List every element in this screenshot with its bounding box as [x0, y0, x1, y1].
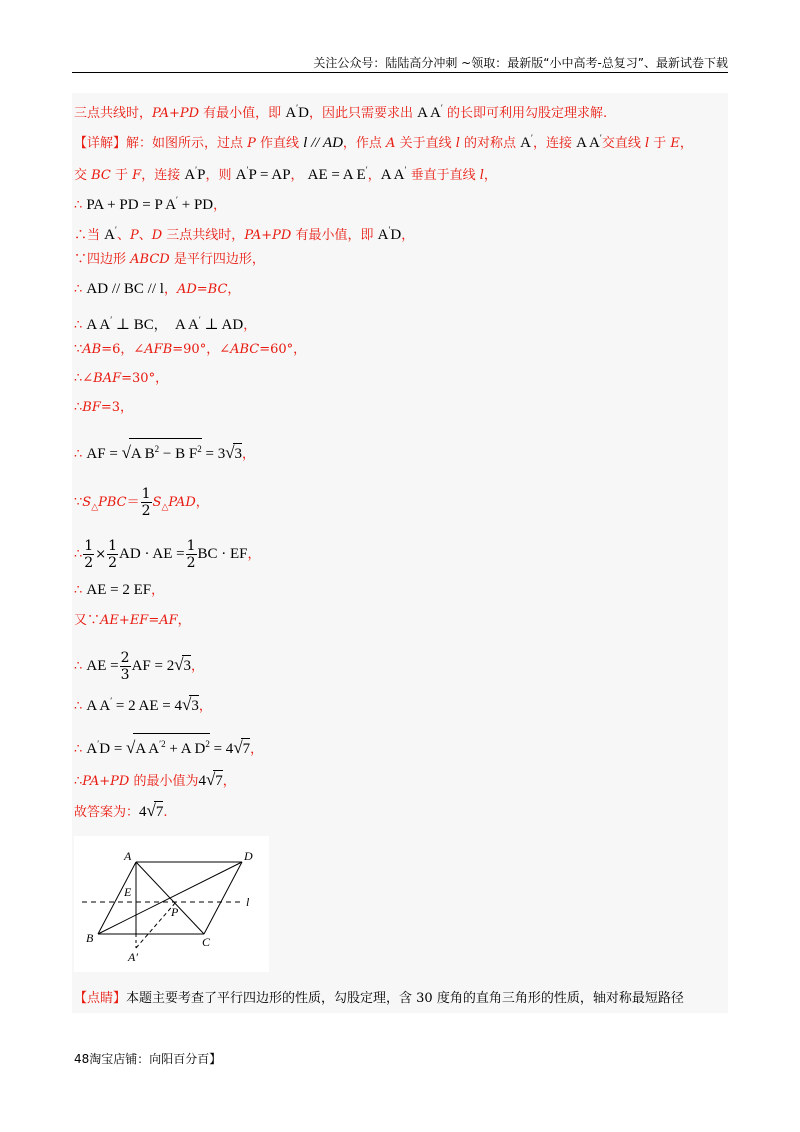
solution-line-8: ∴ A A′ ⊥ BC， A A′ ⊥ AD，: [74, 315, 257, 333]
solution-line-13: $\because S_\triangle PBC=$ $\frac{1}{2}$ $S_\triangle PAD$，: [74, 486, 209, 519]
label-l: l: [246, 895, 250, 909]
solution-line-18: ∴ A A′ = 2 AE = 4√3，: [74, 695, 212, 714]
label-c: C: [202, 935, 211, 949]
label-b: B: [86, 931, 94, 945]
solution-line-11: ∴BF=3，: [74, 400, 134, 415]
page-footer: 48淘宝店铺：向阳百分百】: [74, 1052, 222, 1066]
comment-tag: 【点睛】: [74, 991, 127, 1006]
solution-line-21: 故答案为：4√7.: [74, 801, 168, 820]
solution-line-19: ∴ A′D = √A $A^{'2} + A$ $D^2 = 4√7$，: [74, 733, 263, 760]
solution-line-1: 三点共线时，PA+PD 有最小值，即 A′D，因此只需要求出 A A′ 的长即可利用勾股定理求解.: [74, 103, 608, 121]
label-d: D: [244, 849, 253, 863]
label-p: P: [171, 905, 179, 919]
solution-line-6: ∵四边形 ABCD 是平行四边形，: [74, 252, 265, 267]
header-rule: [72, 72, 728, 73]
solution-line-4: ∴ PA + PD = P A′ + PD，: [74, 195, 227, 213]
segment-a-prime-p: [136, 902, 176, 948]
geometry-diagram: [74, 836, 269, 972]
label-a-prime: A′: [128, 950, 138, 964]
solution-line-16: 又∵AE+EF=AF，: [74, 613, 191, 628]
page-header: 关注公众号：陆陆高分冲刺 ~领取：最新版“小中高考-总复习”、最新试卷下载: [313, 56, 728, 70]
solution-line-14: ∴ $\frac{1}{2}$ × $\frac{1}{2}$ AD · AE = $\frac{1}{2}$ BC · EF，: [74, 538, 261, 571]
solution-line-15: ∴ AE = 2 EF，: [74, 582, 165, 598]
label-e: E: [124, 885, 132, 899]
solution-line-3: 交 BC 于 F，连接 A′P，则 A′P = AP， AE = A E′，A A′ 垂直于直线 l，: [74, 165, 497, 183]
solution-line-12: ∴ AF = √A $B^2 - B$ $F^2 = 3√3$，: [74, 438, 255, 465]
solution-line-2: 【详解】解：如图所示，过点 P 作直线 l // AD，作点 A 关于直线 l 的对称点 A′，连接 A A′交直线 l 于 E，: [74, 133, 693, 151]
side-dc: [204, 862, 242, 934]
line-bd: [98, 862, 242, 934]
solution-line-20: ∴PA+PD 的最小值为4√7，: [74, 770, 236, 789]
detail-tag: 【详解】: [74, 136, 127, 151]
label-a: A: [124, 849, 132, 863]
solution-line-9: ∵AB=6，∠AFB=90°，∠ABC=60°，: [74, 342, 307, 357]
solution-line-17: ∴ AE = $\frac{2}{3}$ AF = 2√3，: [74, 650, 205, 683]
solution-line-7: ∴ AD // BC // l，AD=BC，: [74, 281, 241, 297]
solution-line-10: ∴∠BAF=30°，: [74, 371, 169, 386]
solution-line-5: ∴当 A′、P、D 三点共线时，PA+PD 有最小值，即 A′D，: [74, 225, 415, 243]
solution-line-22: 【点睛】本题主要考查了平行四边形的性质，勾股定理，含 30 度角的直角三角形的性质，轴对称最短路径: [74, 991, 684, 1006]
parallelogram-figure: [74, 836, 269, 972]
